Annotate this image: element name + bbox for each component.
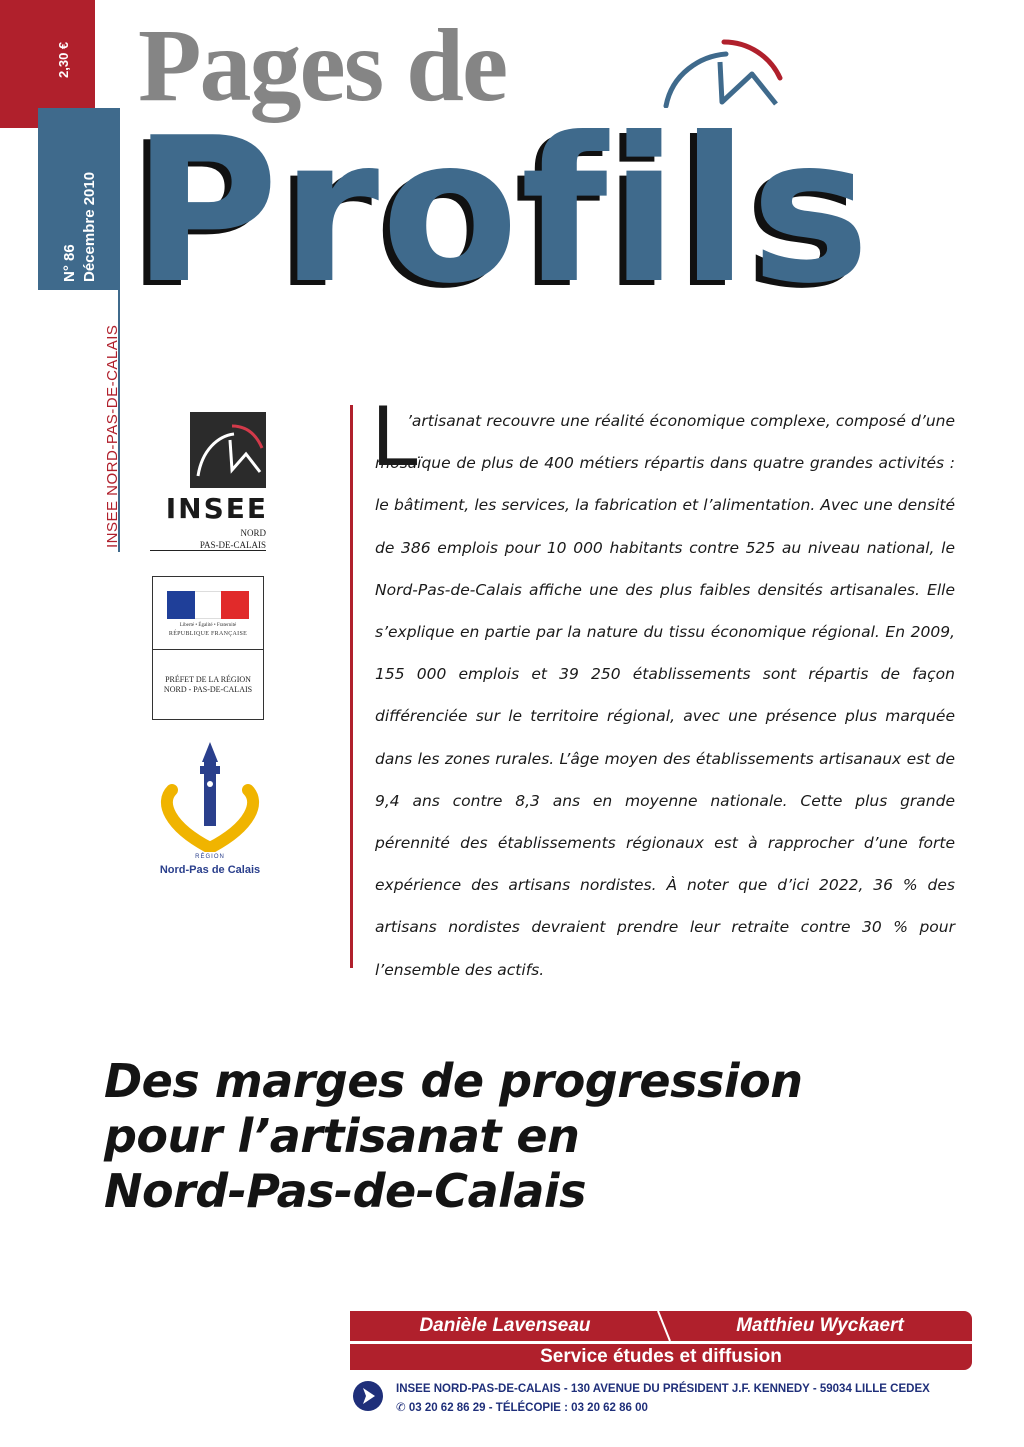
insee-logo (150, 412, 268, 560)
prefet-region-label (157, 675, 259, 695)
title-line-1: Des marges de progression (104, 1054, 803, 1108)
service-label: Service études et diffusion (540, 1346, 782, 1367)
arrow-right-circle-icon (352, 1380, 384, 1412)
author-2: Matthieu Wyckaert (736, 1315, 904, 1336)
intro-text: ’artisanat recouvre une réalité économique complexe, composé d’une mosaïque de plus de 400 métiers répartis dans quatre grandes activités : le bâtiment, les services, la fabrication et l’alimentation. Avec une densité de 386 emplois pour 10 000 habitants contre 525 au niveau national, le Nord-Pas-de-Calais affiche une des plus faibles densités artisanales. Elle s’explique en partie par la nature du tissu économique régional. En 2009, 155 000 emplois et 39 250 établissements sont répartis de façon différenciée sur le territoire régional, avec une présence plus marquée dans les zones rurales. L’âge moyen des établissements artisanaux est de 9,4 ans contre 8,3 ans en moyenne nationale. Cette plus grande pérennité des établissements régionaux est à rapprocher d’une forte expérience des artisans nordistes. À noter que d’ici 2022, 36 % des artisans nordistes devraient prendre leur retraite contre 30 % pour l’ensemble des actifs. (375, 412, 955, 979)
intro-paragraph (375, 400, 955, 991)
region-small-label: RÉGION (195, 854, 225, 860)
authors-bar (350, 1311, 972, 1341)
region-belfry-heart-icon (158, 740, 262, 852)
insee-mark-icon (660, 34, 784, 108)
intro-accent-bar (350, 405, 353, 968)
region-name: Nord-Pas de Calais (159, 864, 261, 876)
insee-wordmark: INSEE (165, 492, 268, 525)
page-title (104, 1054, 924, 1219)
masthead-pages-de: Pages de (138, 8, 507, 123)
issue-info (60, 172, 100, 282)
issue-number: N° 86 (61, 244, 78, 282)
prefet-logo (152, 576, 264, 720)
side-organization-label: INSEE NORD-PAS-DE-CALAIS (104, 324, 121, 548)
republique-label: RÉPUBLIQUE FRANÇAISE (168, 631, 248, 637)
prefet-line-1: PRÉFET DE LA RÉGION (165, 675, 251, 684)
author-1: Danièle Lavenseau (419, 1315, 591, 1336)
republic-motto: Liberté • Égalité • Fraternité (179, 623, 237, 628)
insee-sub-nord: NORD (240, 528, 266, 538)
marianne-flag-icon (167, 591, 249, 619)
title-line-3: Nord-Pas-de-Calais (104, 1164, 587, 1218)
footer-address: INSEE NORD-PAS-DE-CALAIS - 130 AVENUE DU PRÉSIDENT J.F. KENNEDY - 59034 LILLE CEDEX (396, 1383, 930, 1395)
insee-sub-pas-de-calais: PAS-DE-CALAIS (150, 540, 266, 551)
prefet-line-2: NORD - PAS-DE-CALAIS (163, 685, 253, 694)
footer-phones: ✆ 03 20 62 86 29 - TÉLÉCOPIE : 03 20 62 86 00 (396, 1402, 648, 1414)
issue-date: Décembre 2010 (81, 171, 98, 282)
intro-dropcap: L (372, 388, 420, 484)
region-logo (158, 740, 262, 880)
title-line-2: pour l’artisanat en (104, 1109, 580, 1163)
price-label: 2,30 € (56, 41, 71, 78)
insee-logo-icon (190, 412, 266, 488)
prefet-divider (153, 649, 263, 650)
service-bar (350, 1344, 972, 1370)
masthead-profils: Profils (132, 95, 872, 328)
